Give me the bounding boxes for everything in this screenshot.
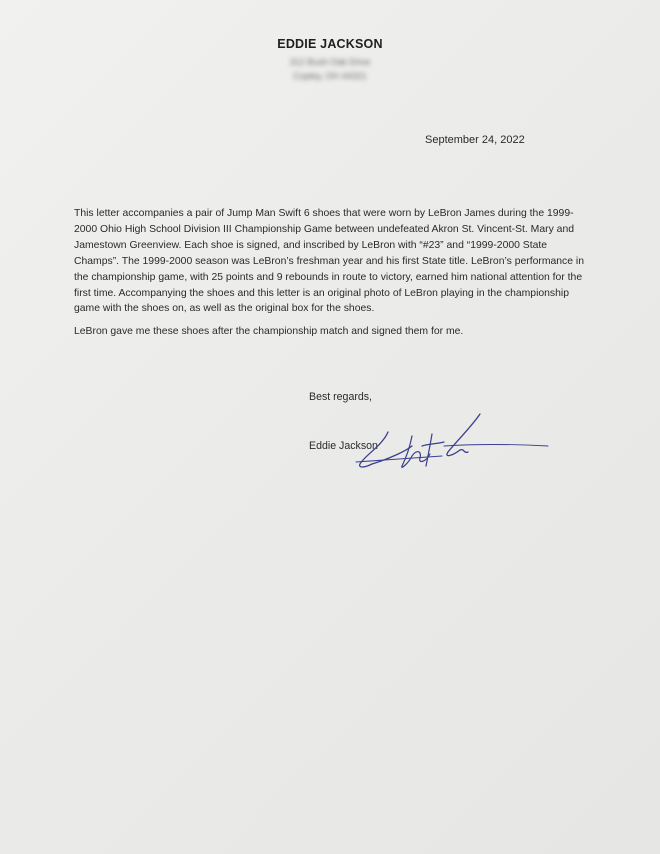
sender-address [0,55,660,83]
handwritten-signature [352,406,552,476]
signature-stroke-6 [444,445,548,447]
signature-stroke-2 [356,456,442,462]
letter-date: September 24, 2022 [425,134,525,146]
signature-stroke-5 [447,414,480,456]
letterhead [0,37,660,83]
signature-stroke-3 [402,436,430,467]
signature-stroke-4 [422,434,444,466]
address-line-1: 312 Bush Oak Drive [289,57,371,67]
signer-name: Eddie Jackson [309,440,378,452]
address-line-2: Copley, OH 44321 [293,71,367,81]
closing: Best regards, [309,391,373,403]
body-paragraph-1: This letter accompanies a pair of Jump Man Swift 6 shoes that were worn by LeBron James during the 1999-2000 Ohio High School Division III Championship Game between undefeated Akron St. Vincent-St. Mary and Jamestown Greenview. Each shoe is signed, and inscribed by LeBron with “#23” and “1999-2000 State Champs”. The 1999-2000 season was LeBron’s freshman year and his first State title. LeBron’s performance in the championship game, with 25 points and 9 rebounds in route to victory, earned him national attention for the first time. Accompanying the shoes and this letter is an original photo of LeBron playing in the championship game with the shoes on, as well as the original box for the shoes. [74,208,584,315]
sender-name: EDDIE JACKSON [277,37,383,51]
body-paragraph-2: LeBron gave me these shoes after the championship match and signed them for me. [74,326,464,338]
letter-body [74,206,584,347]
